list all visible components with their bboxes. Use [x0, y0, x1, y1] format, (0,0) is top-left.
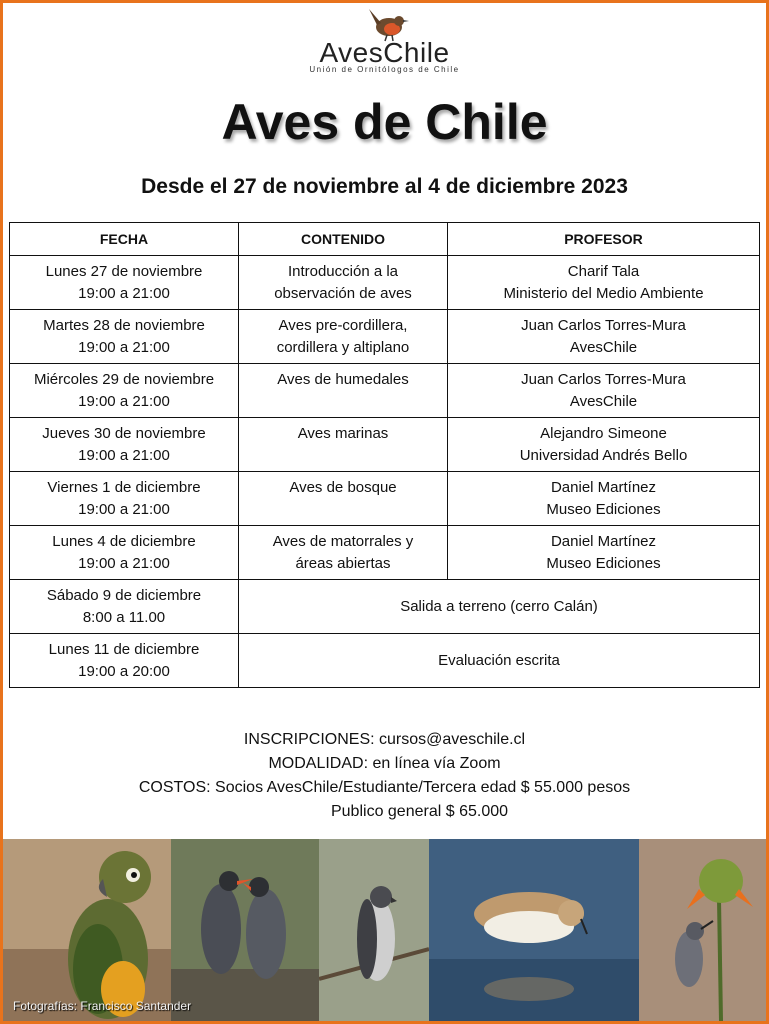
cell-activity: Salida a terreno (cerro Calán) — [239, 580, 760, 634]
info-block — [3, 728, 766, 824]
cell-profesor — [448, 310, 760, 364]
cell-contenido — [239, 256, 448, 310]
cell-fecha — [10, 364, 239, 418]
cell-fecha — [10, 310, 239, 364]
profesor-name: Juan Carlos Torres-Mura — [521, 317, 686, 334]
table-row — [10, 256, 760, 310]
header-profesor: PROFESOR — [448, 223, 760, 256]
fecha-day: Viernes 1 de diciembre — [47, 479, 201, 496]
page-title: Aves de Chile — [221, 94, 548, 150]
profesor-name: Daniel Martínez — [550, 533, 657, 550]
table-row — [10, 472, 760, 526]
cell-profesor — [448, 364, 760, 418]
publico-text: Publico general $ 65.000 — [330, 803, 509, 820]
profesor-name: Daniel Martínez — [550, 479, 657, 496]
parrot-photo — [3, 839, 171, 1021]
profesor-affiliation: AvesChile — [569, 393, 638, 410]
page-subtitle: Desde el 27 de noviembre al 4 de diciembre 2023 — [141, 175, 628, 198]
cell-fecha — [10, 256, 239, 310]
cell-fecha — [10, 472, 239, 526]
contenido-line: áreas abiertas — [295, 555, 391, 572]
fecha-day: Miércoles 29 de noviembre — [33, 371, 215, 388]
table-row — [10, 364, 760, 418]
contenido-line: Aves de humedales — [277, 371, 409, 388]
cell-fecha — [10, 634, 239, 688]
cell-fecha — [10, 418, 239, 472]
contenido-line: Aves marinas — [297, 425, 389, 442]
cell-contenido — [239, 364, 448, 418]
profesor-affiliation: Museo Ediciones — [546, 555, 661, 572]
fecha-time: 19:00 a 21:00 — [78, 501, 170, 518]
table-row — [10, 634, 760, 688]
profesor-affiliation: AvesChile — [569, 339, 638, 356]
fecha-time: 19:00 a 20:00 — [78, 663, 170, 680]
cell-contenido — [239, 310, 448, 364]
fecha-time: 19:00 a 21:00 — [78, 393, 170, 410]
cell-profesor — [448, 256, 760, 310]
photo-strip — [3, 839, 766, 1021]
modalidad-text: MODALIDAD: en línea vía Zoom — [268, 755, 501, 772]
fecha-time: 19:00 a 21:00 — [78, 447, 170, 464]
fecha-day: Lunes 27 de noviembre — [45, 263, 203, 280]
contenido-line: Aves de bosque — [289, 479, 397, 496]
fecha-day: Jueves 30 de noviembre — [42, 425, 206, 442]
table-row — [10, 310, 760, 364]
table-row — [10, 418, 760, 472]
fecha-day: Sábado 9 de diciembre — [46, 587, 202, 604]
table-row — [10, 526, 760, 580]
cell-contenido — [239, 472, 448, 526]
cell-fecha — [10, 526, 239, 580]
hawk-photo — [319, 839, 429, 1021]
contenido-line: Aves pre-cordillera, — [278, 317, 408, 334]
logo-subtitle: Unión de Ornitólogos de Chile — [309, 65, 460, 74]
table-header-row — [10, 223, 760, 256]
profesor-affiliation: Universidad Andrés Bello — [519, 447, 688, 464]
cormorant-photo — [171, 839, 319, 1021]
contenido-line: cordillera y altiplano — [276, 339, 410, 356]
fecha-day: Martes 28 de noviembre — [43, 317, 205, 334]
fecha-time: 19:00 a 21:00 — [78, 285, 170, 302]
contenido-line: observación de aves — [274, 285, 412, 302]
profesor-name: Alejandro Simeone — [540, 425, 667, 442]
cell-contenido — [239, 418, 448, 472]
hummingbird-photo — [639, 839, 766, 1021]
fecha-day: Lunes 4 de diciembre — [52, 533, 196, 550]
plover-photo — [429, 839, 639, 1021]
header-contenido: CONTENIDO — [239, 223, 448, 256]
profesor-affiliation: Museo Ediciones — [546, 501, 661, 518]
profesor-affiliation: Ministerio del Medio Ambiente — [503, 285, 704, 302]
header-fecha: FECHA — [10, 223, 239, 256]
fecha-time: 19:00 a 21:00 — [78, 339, 170, 356]
profesor-name: Juan Carlos Torres-Mura — [521, 371, 686, 388]
contenido-line: Aves de matorrales y — [272, 533, 414, 550]
logo-name: AvesChile — [319, 37, 450, 68]
cell-fecha — [10, 580, 239, 634]
schedule-table — [9, 222, 760, 688]
cell-contenido — [239, 526, 448, 580]
fecha-day: Lunes 11 de diciembre — [48, 641, 200, 658]
inscripciones-text: INSCRIPCIONES: cursos@aveschile.cl — [243, 731, 526, 748]
photo-credit: Fotografías: Francisco Santander — [13, 999, 192, 1013]
cell-profesor — [448, 418, 760, 472]
fecha-time: 8:00 a 11.00 — [82, 609, 166, 626]
cell-profesor — [448, 526, 760, 580]
costos-text: COSTOS: Socios AvesChile/Estudiante/Tercera edad $ 55.000 pesos — [138, 779, 631, 796]
cell-activity: Evaluación escrita — [239, 634, 760, 688]
fecha-time: 19:00 a 21:00 — [78, 555, 170, 572]
table-row — [10, 580, 760, 634]
cell-profesor — [448, 472, 760, 526]
contenido-line: Introducción a la — [287, 263, 399, 280]
profesor-name: Charif Tala — [567, 263, 640, 280]
